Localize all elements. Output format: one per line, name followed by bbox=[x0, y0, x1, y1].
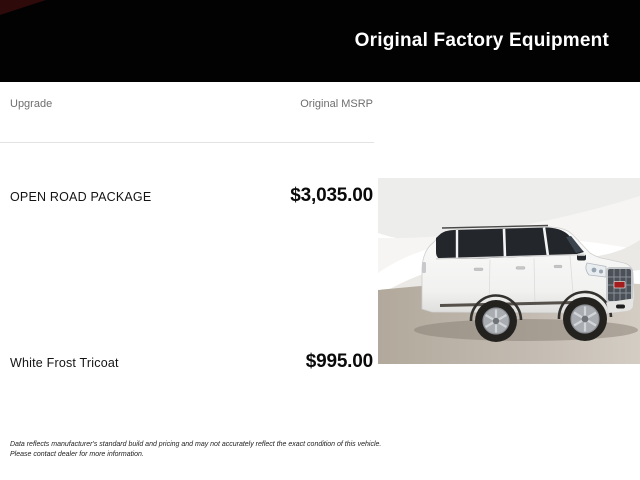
column-label-msrp: Original MSRP bbox=[300, 98, 373, 110]
option-price: $3,035.00 bbox=[290, 185, 373, 206]
option-price: $995.00 bbox=[305, 351, 373, 372]
disclaimer-line1: Data reflects manufacturer's standard build and pricing and may not accurately reflect the exact condition of this vehicle. bbox=[10, 441, 382, 448]
disclaimer bbox=[10, 440, 430, 459]
vehicle-photo bbox=[378, 178, 640, 364]
page-title: Original Factory Equipment bbox=[354, 30, 609, 51]
corner-accent bbox=[0, 0, 46, 15]
header-bar bbox=[0, 0, 640, 82]
header-underline bbox=[0, 142, 374, 143]
disclaimer-line2: Please contact dealer for more information. bbox=[10, 450, 144, 458]
column-label-upgrade: Upgrade bbox=[10, 98, 53, 110]
option-name: OPEN ROAD PACKAGE bbox=[10, 190, 152, 204]
vehicle-photo-illustration bbox=[378, 178, 640, 364]
option-name: White Frost Tricoat bbox=[10, 356, 119, 370]
